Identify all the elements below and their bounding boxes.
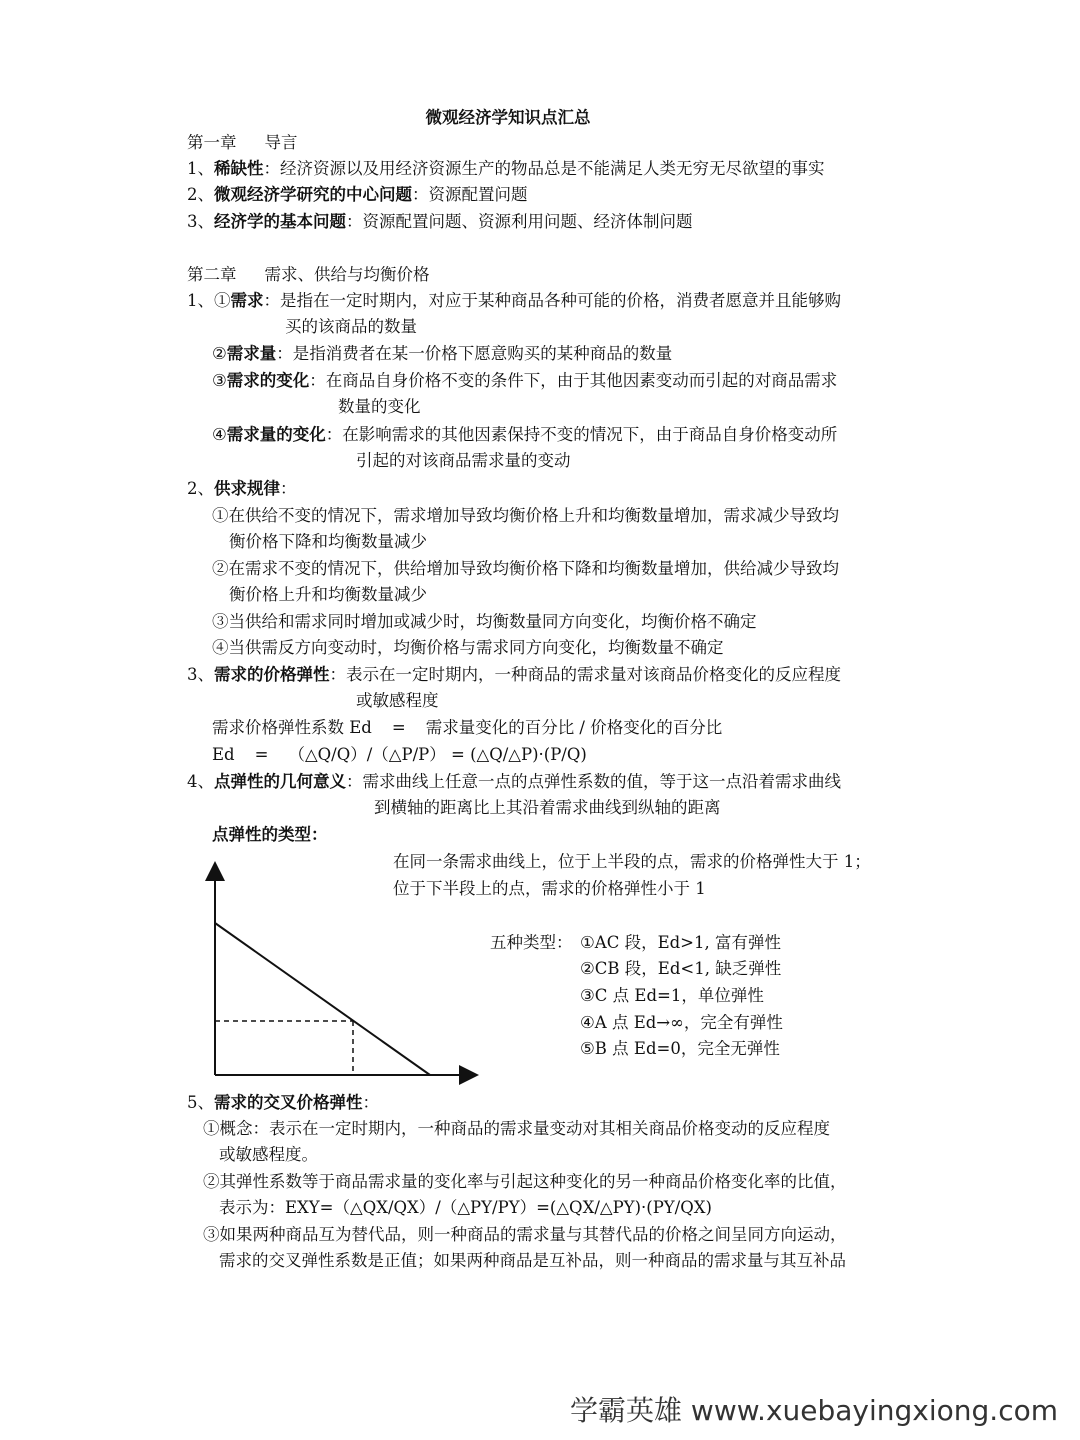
term: 需求量的变化 xyxy=(226,425,326,444)
ch2-s1-c-line1: ③需求的变化：在商品自身价格不变的条件下，由于其他因素变动而引起的对商品需求 xyxy=(212,371,838,390)
chapter-name: 导言 xyxy=(264,133,298,152)
ch2-s5-p1-line2: 或敏感程度。 xyxy=(219,1145,318,1164)
five-types-label: 五种类型： xyxy=(490,933,573,952)
ch2-s3-line2: 或敏感程度 xyxy=(356,691,439,710)
type-5: ⑤B 点 Ed=0，完全无弹性 xyxy=(580,1039,780,1058)
ch2-s4-line2: 到横轴的距离比上其沿着需求曲线到纵轴的距离 xyxy=(374,798,721,817)
ch2-s2-p1-line2: 衡价格下降和均衡数量减少 xyxy=(229,532,427,551)
chapter-number: 第一章 xyxy=(187,133,237,152)
ch2-s1-d-line1: ④需求量的变化：在影响需求的其他因素保持不变的情况下，由于商品自身价格变动所 xyxy=(212,425,838,444)
ch2-s2-p2-line2: 衡价格上升和均衡数量减少 xyxy=(229,585,427,604)
chapter-number: 第二章 xyxy=(187,265,237,284)
ch1-item-3: 3、经济学的基本问题：资源配置问题、资源利用问题、经济体制问题 xyxy=(187,212,693,231)
term: 需求的变化 xyxy=(226,371,310,390)
ch2-s5-p2-line1: ②其弹性系数等于商品需求量的变化率与引起这种变化的另一种商品价格变化率的比值， xyxy=(203,1172,847,1191)
type-3: ③C 点 Ed=1，单位弹性 xyxy=(580,986,764,1005)
ch2-s4-line1: 4、点弹性的几何意义：需求曲线上任意一点的点弹性系数的值，等于这一点沿着需求曲线 xyxy=(187,772,841,791)
ch1-item-2: 2、微观经济学研究的中心问题：资源配置问题 xyxy=(187,185,528,204)
type-1: ①AC 段，Ed>1, 富有弹性 xyxy=(580,933,781,952)
term: 经济学的基本问题 xyxy=(214,212,346,231)
ch2-s5-p2-line2: 表示为：EXY=（△QX/QX）/（△PY/PY）=(△QX/△PY)·(PY/QX) xyxy=(219,1198,712,1217)
ch2-s5-p3-line1: ③如果两种商品互为替代品，则一种商品的需求量与其替代品的价格之间呈同方向运动， xyxy=(203,1225,847,1244)
ch2-s2-p1-line1: ①在供给不变的情况下，需求增加导致均衡价格上升和均衡数量增加，需求减少导致均 xyxy=(212,506,839,525)
term: 需求的交叉价格弹性 xyxy=(214,1093,363,1112)
elasticity-formula-2: Ed = （△Q/Q）/（△P/P） = (△Q/△P)·(P/Q) xyxy=(212,745,587,764)
ch2-s1-b: ②需求量：是指消费者在某一价格下愿意购买的某种商品的数量 xyxy=(212,344,673,363)
term: 供求规律 xyxy=(214,479,280,498)
term: 需求量 xyxy=(226,344,277,363)
ch2-s5-heading: 5、需求的交叉价格弹性： xyxy=(187,1093,379,1112)
type-4: ④A 点 Ed→∞，完全有弹性 xyxy=(580,1013,783,1032)
chapter-name: 需求、供给与均衡价格 xyxy=(264,265,430,284)
type-2: ②CB 段，Ed<1, 缺乏弹性 xyxy=(580,959,782,978)
elasticity-desc-line2: 位于下半段上的点，需求的价格弹性小于 1 xyxy=(393,879,706,898)
term: 点弹性的几何意义 xyxy=(214,772,346,791)
chapter-1-heading xyxy=(187,132,298,154)
term: 微观经济学研究的中心问题 xyxy=(214,185,412,204)
ch2-s1-d-line2: 引起的对该商品需求量的变动 xyxy=(356,451,571,470)
elasticity-formula-1: 需求价格弹性系数 Ed = 需求量变化的百分比 / 价格变化的百分比 xyxy=(212,718,723,737)
page-title: 微观经济学知识点汇总 xyxy=(425,108,591,127)
point-elasticity-types-title: 点弹性的类型： xyxy=(212,825,328,844)
ch2-s5-p1-line1: ①概念：表示在一定时期内，一种商品的需求量变动对其相关商品价格变动的反应程度 xyxy=(203,1119,830,1138)
term: 需求 xyxy=(230,291,264,310)
term: 需求的价格弹性 xyxy=(214,665,330,684)
ch2-s2-p2-line1: ②在需求不变的情况下，供给增加导致均衡价格下降和均衡数量增加，供给减少导致均 xyxy=(212,559,839,578)
ch2-s5-p3-line2: 需求的交叉弹性系数是正值；如果两种商品是互补品，则一种商品的需求量与其互补品 xyxy=(219,1251,846,1270)
ch1-item-1: 1、稀缺性：经济资源以及用经济资源生产的物品总是不能满足人类无穷无尽欲望的事实 xyxy=(187,159,825,178)
term: 稀缺性 xyxy=(214,159,264,178)
chapter-2-heading xyxy=(187,264,430,286)
ch2-s1-a-line1: 1、①需求：是指在一定时期内，对应于某种商品各种可能的价格，消费者愿意并且能够购 xyxy=(187,291,841,310)
elasticity-desc-line1: 在同一条需求曲线上，位于上半段的点，需求的价格弹性大于 1； xyxy=(393,852,871,871)
ch2-s2-heading: 2、供求规律： xyxy=(187,479,297,498)
ch2-s1-c-line2: 数量的变化 xyxy=(338,397,421,416)
ch2-s3-line1: 3、需求的价格弹性：表示在一定时期内，一种商品的需求量对该商品价格变化的反应程度 xyxy=(187,665,841,684)
ch2-s1-a-line2: 买的该商品的数量 xyxy=(285,317,417,336)
ch2-s2-p3: ③当供给和需求同时增加或减少时，均衡数量同方向变化，均衡价格不确定 xyxy=(212,612,757,631)
demand-curve xyxy=(215,923,430,1075)
watermark: 学霸英雄 www.xuebayingxiong.com xyxy=(570,1394,1058,1427)
ch2-s2-p4: ④当供需反方向变动时，均衡价格与需求同方向变化，均衡数量不确定 xyxy=(212,638,724,657)
